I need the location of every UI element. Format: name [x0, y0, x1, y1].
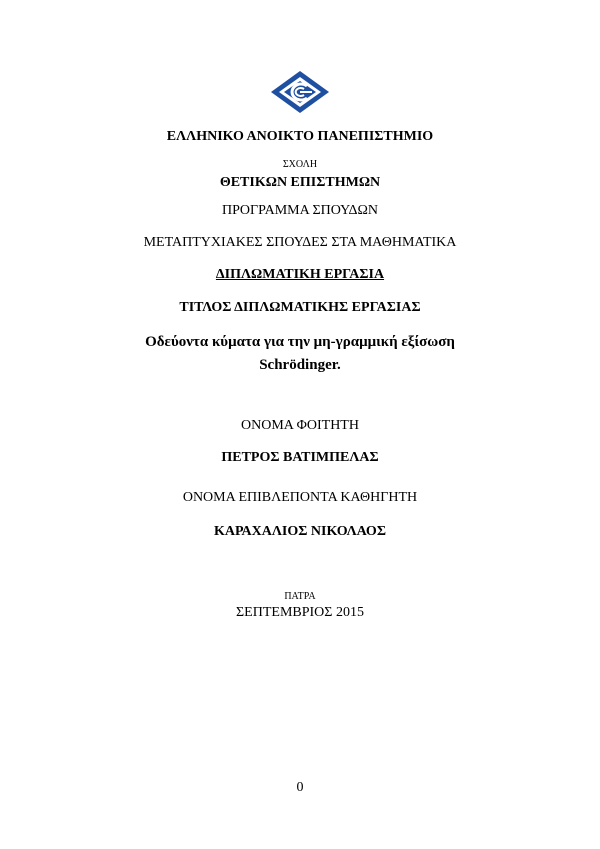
thesis-title-line2: Schrödinger.	[259, 357, 341, 373]
program-label: ΠΡΟΓΡΑΜΜΑ ΣΠΟΥΔΩΝ	[221, 203, 378, 218]
thesis-title-label: ΤΙΤΛΟΣ ΔΙΠΛΩΜΑΤΙΚΗΣ ΕΡΓΑΣΙΑΣ	[179, 300, 421, 315]
school-label: ΣΧΟΛΗ	[282, 159, 318, 170]
student-name: ΠΕΤΡΟΣ ΒΑΤΙΜΠΕΛΑΣ	[221, 450, 379, 465]
university-logo-icon	[270, 70, 330, 114]
school-name: ΘΕΤΙΚΩΝ ΕΠΙΣΤΗΜΩΝ	[219, 175, 381, 190]
date: ΣΕΠΤΕΜΒΡΙΟΣ 2015	[236, 605, 364, 620]
university-name: ΕΛΛΗΝΙΚΟ ΑΝΟΙΚΤΟ ΠΑΝΕΠΙΣΤΗΜΙΟ	[166, 129, 434, 144]
student-label: ΟΝΟΜΑ ΦΟΙΤΗΤΗ	[241, 418, 359, 433]
document-type: ΔΙΠΛΩΜΑΤΙΚΗ ΕΡΓΑΣΙΑ	[215, 267, 385, 282]
thesis-title-line1: Οδεύοντα κύματα για την μη-γραμμική εξίσωση	[145, 334, 455, 350]
page-number: 0	[296, 780, 304, 795]
city: ΠΑΤΡΑ	[284, 591, 316, 602]
program-name: ΜΕΤΑΠΤΥΧΙΑΚΕΣ ΣΠΟΥΔΕΣ ΣΤΑ ΜΑΘΗΜΑΤΙΚΑ	[143, 235, 457, 250]
supervisor-label: ΟΝΟΜΑ ΕΠΙΒΛΕΠΟΝΤΑ ΚΑΘΗΓΗΤΗ	[182, 490, 418, 505]
supervisor-name: ΚΑΡΑΧΑΛΙΟΣ ΝΙΚΟΛΑΟΣ	[214, 524, 386, 539]
